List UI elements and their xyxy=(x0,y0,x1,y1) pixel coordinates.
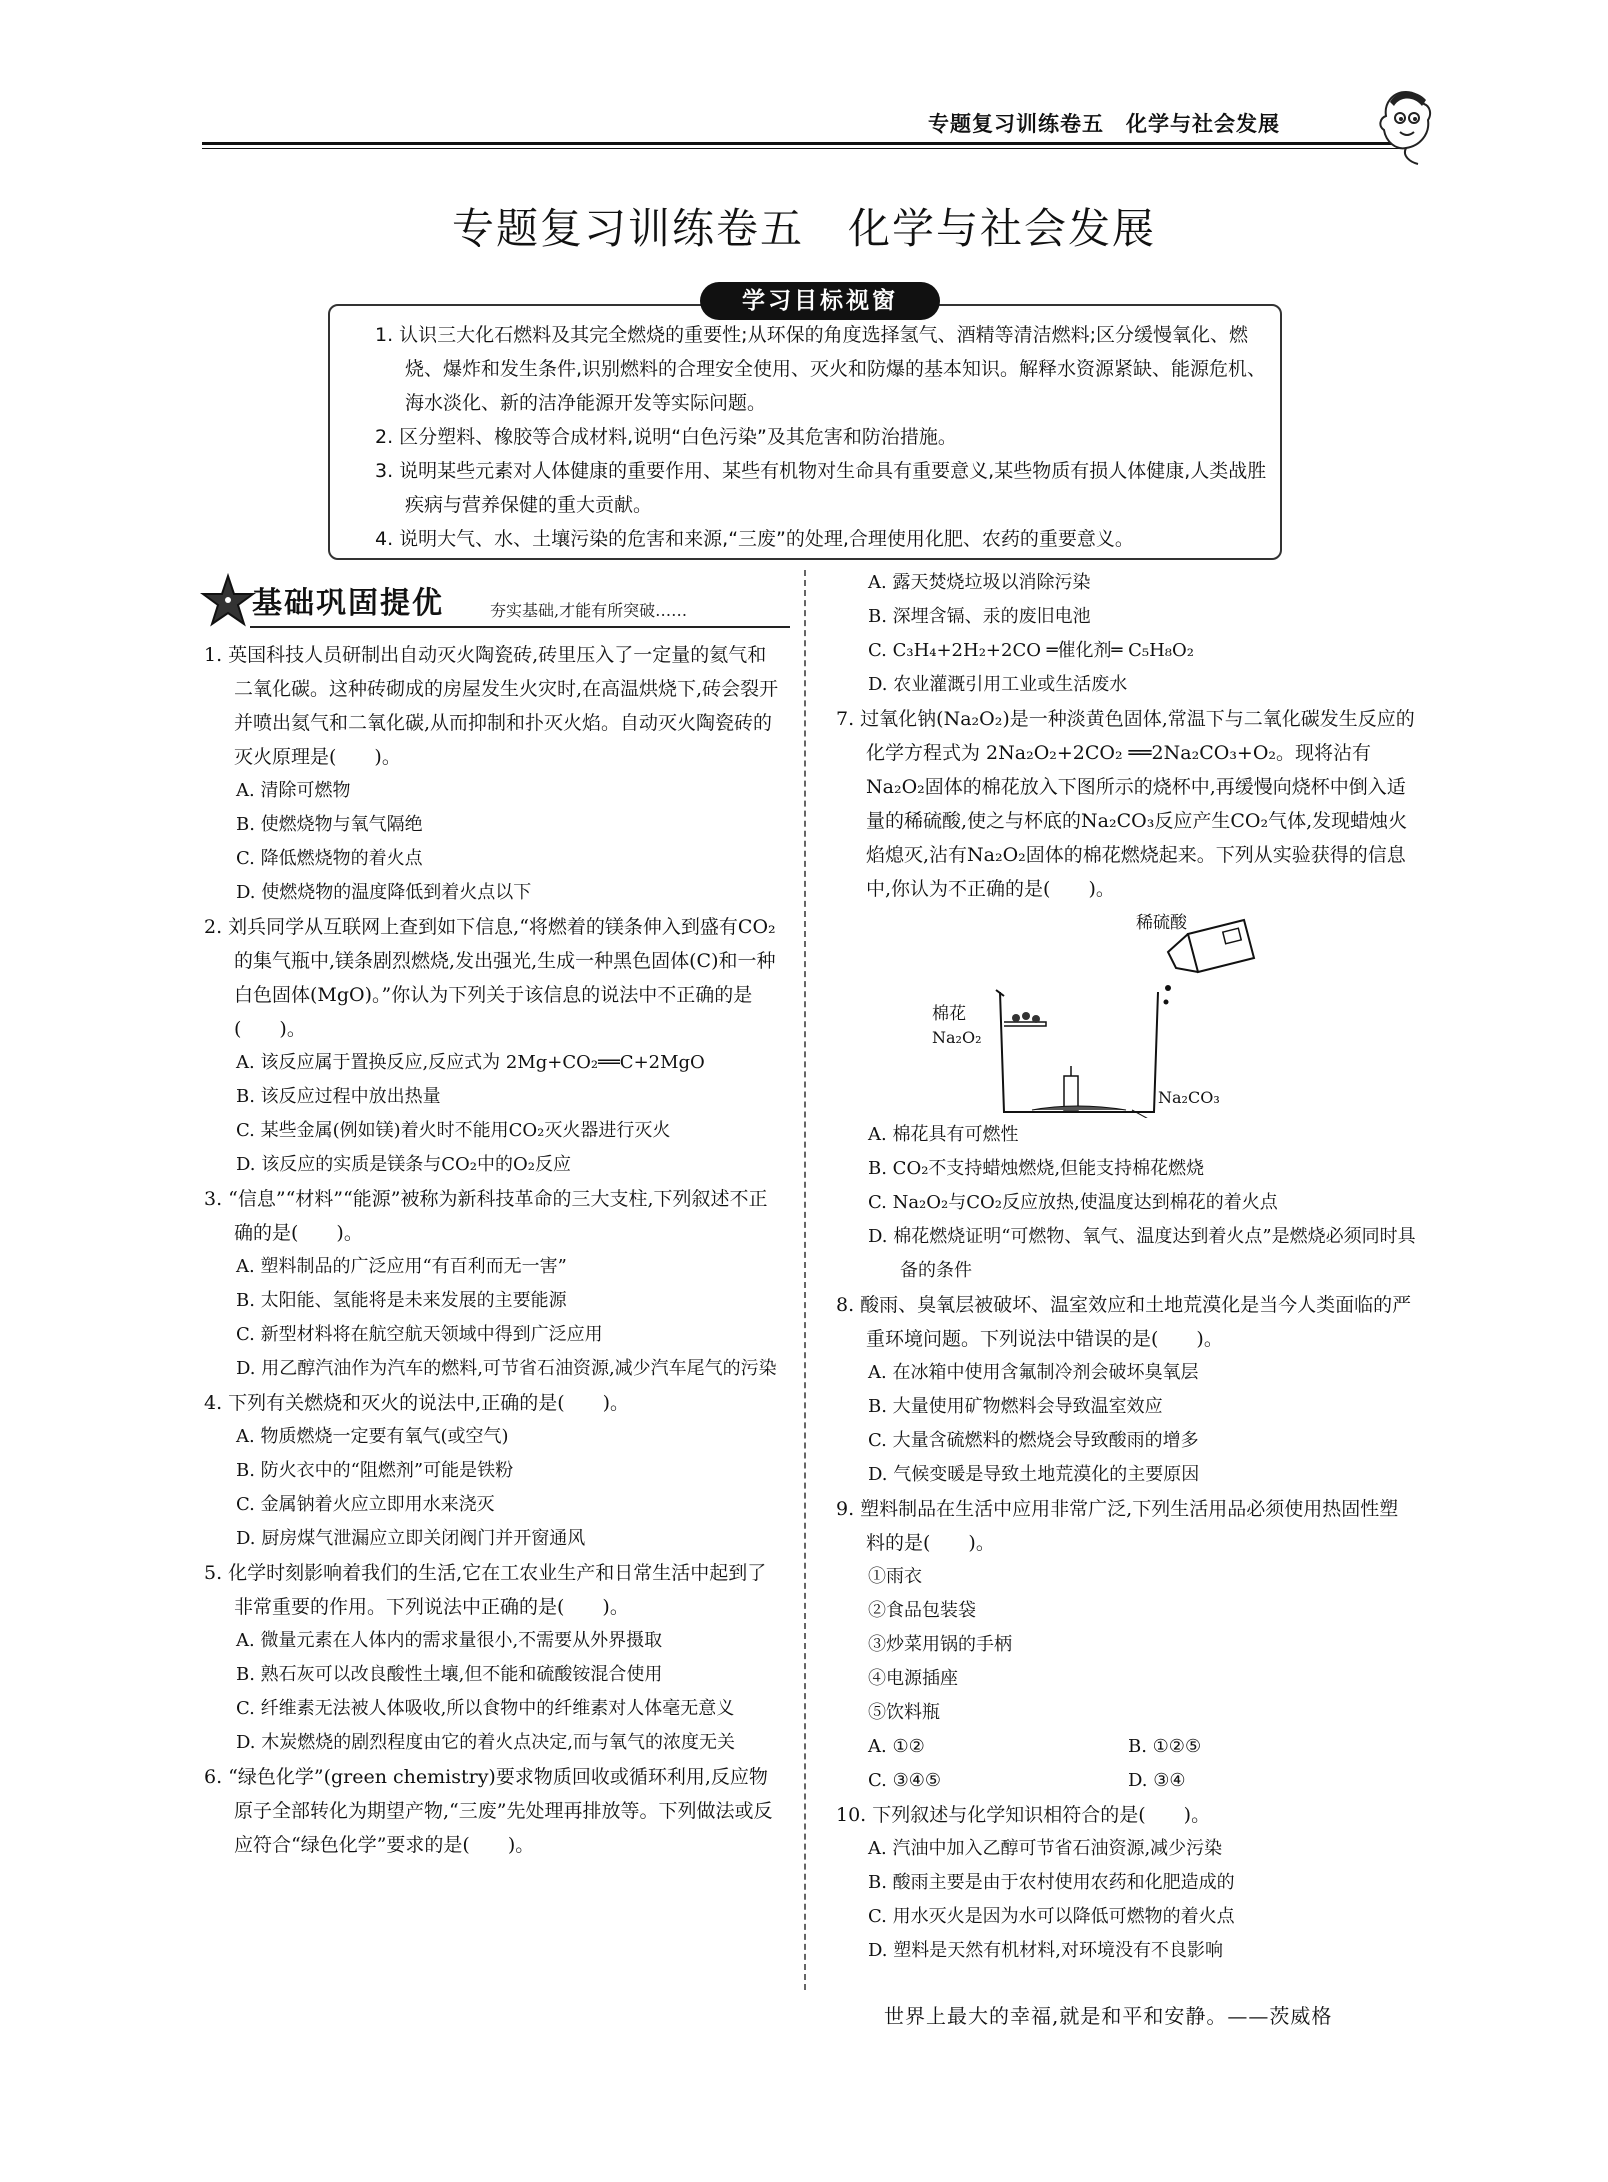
option: B. 熟石灰可以改良酸性土壤,但不能和硫酸铵混合使用 xyxy=(236,1664,663,1685)
option: D. ③④ xyxy=(1128,1770,1186,1791)
option: B. CO₂不支持蜡烛燃烧,但能支持棉花燃烧 xyxy=(868,1158,1205,1179)
question-stem: 6. “绿色化学”(green chemistry)要求物质回收或循环利用,反应物原子全部转化为期望产物,“三废”先处理再排放等。下列做法或反应符合“绿色化学”要求的是( )。 xyxy=(204,1766,773,1856)
objective-item: 2. 区分塑料、橡胶等合成材料,说明“白色污染”及其危害和防治措施。 xyxy=(375,426,957,448)
left-column xyxy=(204,638,784,1862)
option: A. 汽油中加入乙醇可节省石油资源,减少污染 xyxy=(868,1838,1223,1859)
list-item: ①雨衣 xyxy=(868,1566,922,1587)
option: C. Na₂O₂与CO₂反应放热,使温度达到棉花的着火点 xyxy=(868,1192,1278,1213)
footer-quote: 世界上最大的幸福,就是和平和安静。——茨威格 xyxy=(884,2004,1333,2028)
option-row xyxy=(868,1764,1416,1798)
question-stem: 8. 酸雨、臭氧层被破坏、温室效应和土地荒漠化是当今人类面临的严重环境问题。下列说法中错误的是( )。 xyxy=(836,1294,1412,1350)
header-rule xyxy=(202,142,1402,145)
column-divider xyxy=(804,570,806,1990)
option: A. 塑料制品的广泛应用“有百利而无一害” xyxy=(236,1256,567,1277)
question-stem: 2. 刘兵同学从互联网上查到如下信息,“将燃着的镁条伸入到盛有CO₂的集气瓶中,镁条剧烈燃烧,发出强光,生成一种黑色固体(C)和一种白色固体(MgO)。”你认为下列关于该信息的说法中不正确的是( )。 xyxy=(204,916,776,1040)
option: D. 农业灌溉引用工业或生活废水 xyxy=(868,674,1128,695)
objectives-badge: 学习目标视窗 xyxy=(700,282,940,320)
option: B. 深埋含镉、汞的废旧电池 xyxy=(868,606,1091,627)
question-stem: 4. 下列有关燃烧和灭火的说法中,正确的是( )。 xyxy=(204,1392,630,1414)
option: B. 大量使用矿物燃料会导致温室效应 xyxy=(868,1396,1163,1417)
beaker-diagram xyxy=(836,906,1416,1118)
option: A. 微量元素在人体内的需求量很小,不需要从外界摄取 xyxy=(236,1630,663,1651)
section-title: 基础巩固提优 xyxy=(252,586,444,621)
page-title: 专题复习训练卷五 化学与社会发展 xyxy=(451,204,1156,253)
question-stem: 10. 下列叙述与化学知识相符合的是( )。 xyxy=(836,1804,1211,1826)
list-item: ④电源插座 xyxy=(868,1668,958,1689)
option: C. 金属钠着火应立即用水来浇灭 xyxy=(236,1494,495,1515)
option: D. 棉花燃烧证明“可燃物、氧气、温度达到着火点”是燃烧必须同时具备的条件 xyxy=(868,1226,1416,1281)
objective-item: 3. 说明某些元素对人体健康的重要作用、某些有机物对生命具有重要意义,某些物质有损人体健康,人类战胜疾病与营养保健的重大贡献。 xyxy=(375,460,1267,516)
option: B. ①②⑤ xyxy=(1128,1736,1202,1757)
option: A. 棉花具有可燃性 xyxy=(868,1124,1019,1145)
option: A. 物质燃烧一定要有氧气(或空气) xyxy=(236,1426,509,1447)
option: B. 使燃烧物与氧气隔绝 xyxy=(236,814,423,835)
option: C. 降低燃烧物的着火点 xyxy=(236,848,423,869)
option: B. 太阳能、氢能将是未来发展的主要能源 xyxy=(236,1290,567,1311)
option: C. 用水灭火是因为水可以降低可燃物的着火点 xyxy=(868,1906,1235,1927)
objective-item: 4. 说明大气、水、土壤污染的危害和来源,“三废”的处理,合理使用化肥、农药的重要意义。 xyxy=(375,528,1134,550)
option-row xyxy=(868,1730,1416,1764)
option: C. 新型材料将在航空航天领域中得到广泛应用 xyxy=(236,1324,603,1345)
label-cotton: 棉花 xyxy=(932,1004,966,1024)
list-item: ⑤饮料瓶 xyxy=(868,1702,940,1723)
option: B. 该反应过程中放出热量 xyxy=(236,1086,441,1107)
right-column xyxy=(836,566,1416,1968)
label-na2co3: Na₂CO₃ xyxy=(1158,1088,1220,1107)
option: D. 塑料是天然有机材料,对环境没有不良影响 xyxy=(868,1940,1223,1961)
option: C. 某些金属(例如镁)着火时不能用CO₂灭火器进行灭火 xyxy=(236,1120,671,1141)
option: D. 木炭燃烧的剧烈程度由它的着火点决定,而与氧气的浓度无关 xyxy=(236,1732,735,1753)
objectives-list xyxy=(375,318,1275,556)
section-heading xyxy=(200,572,820,632)
running-header: 专题复习训练卷五 化学与社会发展 xyxy=(928,112,1280,136)
label-acid: 稀硫酸 xyxy=(1136,913,1187,933)
option: C. 大量含硫燃料的燃烧会导致酸雨的增多 xyxy=(868,1430,1199,1451)
header-rule-thin xyxy=(202,148,1402,149)
option: A. ①② xyxy=(868,1736,925,1757)
option: D. 该反应的实质是镁条与CO₂中的O₂反应 xyxy=(236,1154,571,1175)
list-item: ③炒菜用锅的手柄 xyxy=(868,1634,1012,1655)
label-na2o2: Na₂O₂ xyxy=(932,1028,982,1047)
option: C. 纤维素无法被人体吸收,所以食物中的纤维素对人体毫无意义 xyxy=(236,1698,735,1719)
option: B. 酸雨主要是由于农村使用农药和化肥造成的 xyxy=(868,1872,1235,1893)
option: C. C₃H₄+2H₂+2CO ═催化剂═ C₅H₈O₂ xyxy=(868,640,1194,661)
option: D. 用乙醇汽油作为汽车的燃料,可节省石油资源,减少汽车尾气的污染 xyxy=(236,1358,777,1379)
question-stem: 7. 过氧化钠(Na₂O₂)是一种淡黄色固体,常温下与二氧化碳发生反应的化学方程式为 2Na₂O₂+2CO₂ ══2Na₂CO₃+O₂。现将沾有Na₂O₂固体的棉花放入下图所示的烧杯中,再缓慢向烧杯中倒入适量的稀硫酸,使之与杯底的Na₂CO₃反应产生CO₂气体,发现蜡烛火焰熄灭,沾有Na₂O₂固体的棉花燃烧起来。下列从实验获得的信息中,你认为不正确的是( )。 xyxy=(836,708,1415,900)
beaker-illustration xyxy=(836,906,1416,1118)
option: C. ③④⑤ xyxy=(868,1770,941,1791)
option: D. 使燃烧物的温度降低到着火点以下 xyxy=(236,882,532,903)
option: A. 在冰箱中使用含氟制冷剂会破坏臭氧层 xyxy=(868,1362,1199,1383)
question-stem: 3. “信息”“材料”“能源”被称为新科技革命的三大支柱,下列叙述不正确的是( )。 xyxy=(204,1188,768,1244)
starfish-icon xyxy=(200,572,256,632)
section-rule xyxy=(250,626,790,628)
question-stem: 5. 化学时刻影响着我们的生活,它在工农业生产和日常生活中起到了非常重要的作用。下列说法中正确的是( )。 xyxy=(204,1562,767,1618)
option: A. 该反应属于置换反应,反应式为 2Mg+CO₂══C+2MgO xyxy=(236,1052,705,1073)
section-subtitle: 夯实基础,才能有所突破…… xyxy=(490,601,688,620)
question-stem: 1. 英国科技人员研制出自动灭火陶瓷砖,砖里压入了一定量的氦气和二氧化碳。这种砖砌成的房屋发生火灾时,在高温烘烧下,砖会裂开并喷出氦气和二氧化碳,从而抑制和扑灭火焰。自动灭火陶瓷砖的灭火原理是( )。 xyxy=(204,644,779,768)
list-item: ②食品包装袋 xyxy=(868,1600,976,1621)
option: A. 清除可燃物 xyxy=(236,780,351,801)
option: B. 防火衣中的“阻燃剂”可能是铁粉 xyxy=(236,1460,514,1481)
option: A. 露天焚烧垃圾以消除污染 xyxy=(868,572,1091,593)
option: D. 厨房煤气泄漏应立即关闭阀门并开窗通风 xyxy=(236,1528,586,1549)
objective-item: 1. 认识三大化石燃料及其完全燃烧的重要性;从环保的角度选择氢气、酒精等清洁燃料;区分缓慢氧化、燃烧、爆炸和发生条件,识别燃料的合理安全使用、灭火和防爆的基本知识。解释水资源紧缺、能源危机、海水淡化、新的洁净能源开发等实际问题。 xyxy=(375,324,1267,414)
option: D. 气候变暖是导致土地荒漠化的主要原因 xyxy=(868,1464,1200,1485)
mascot-icon xyxy=(1376,88,1436,166)
question-stem: 9. 塑料制品在生活中应用非常广泛,下列生活用品必须使用热固性塑料的是( )。 xyxy=(836,1498,1399,1554)
